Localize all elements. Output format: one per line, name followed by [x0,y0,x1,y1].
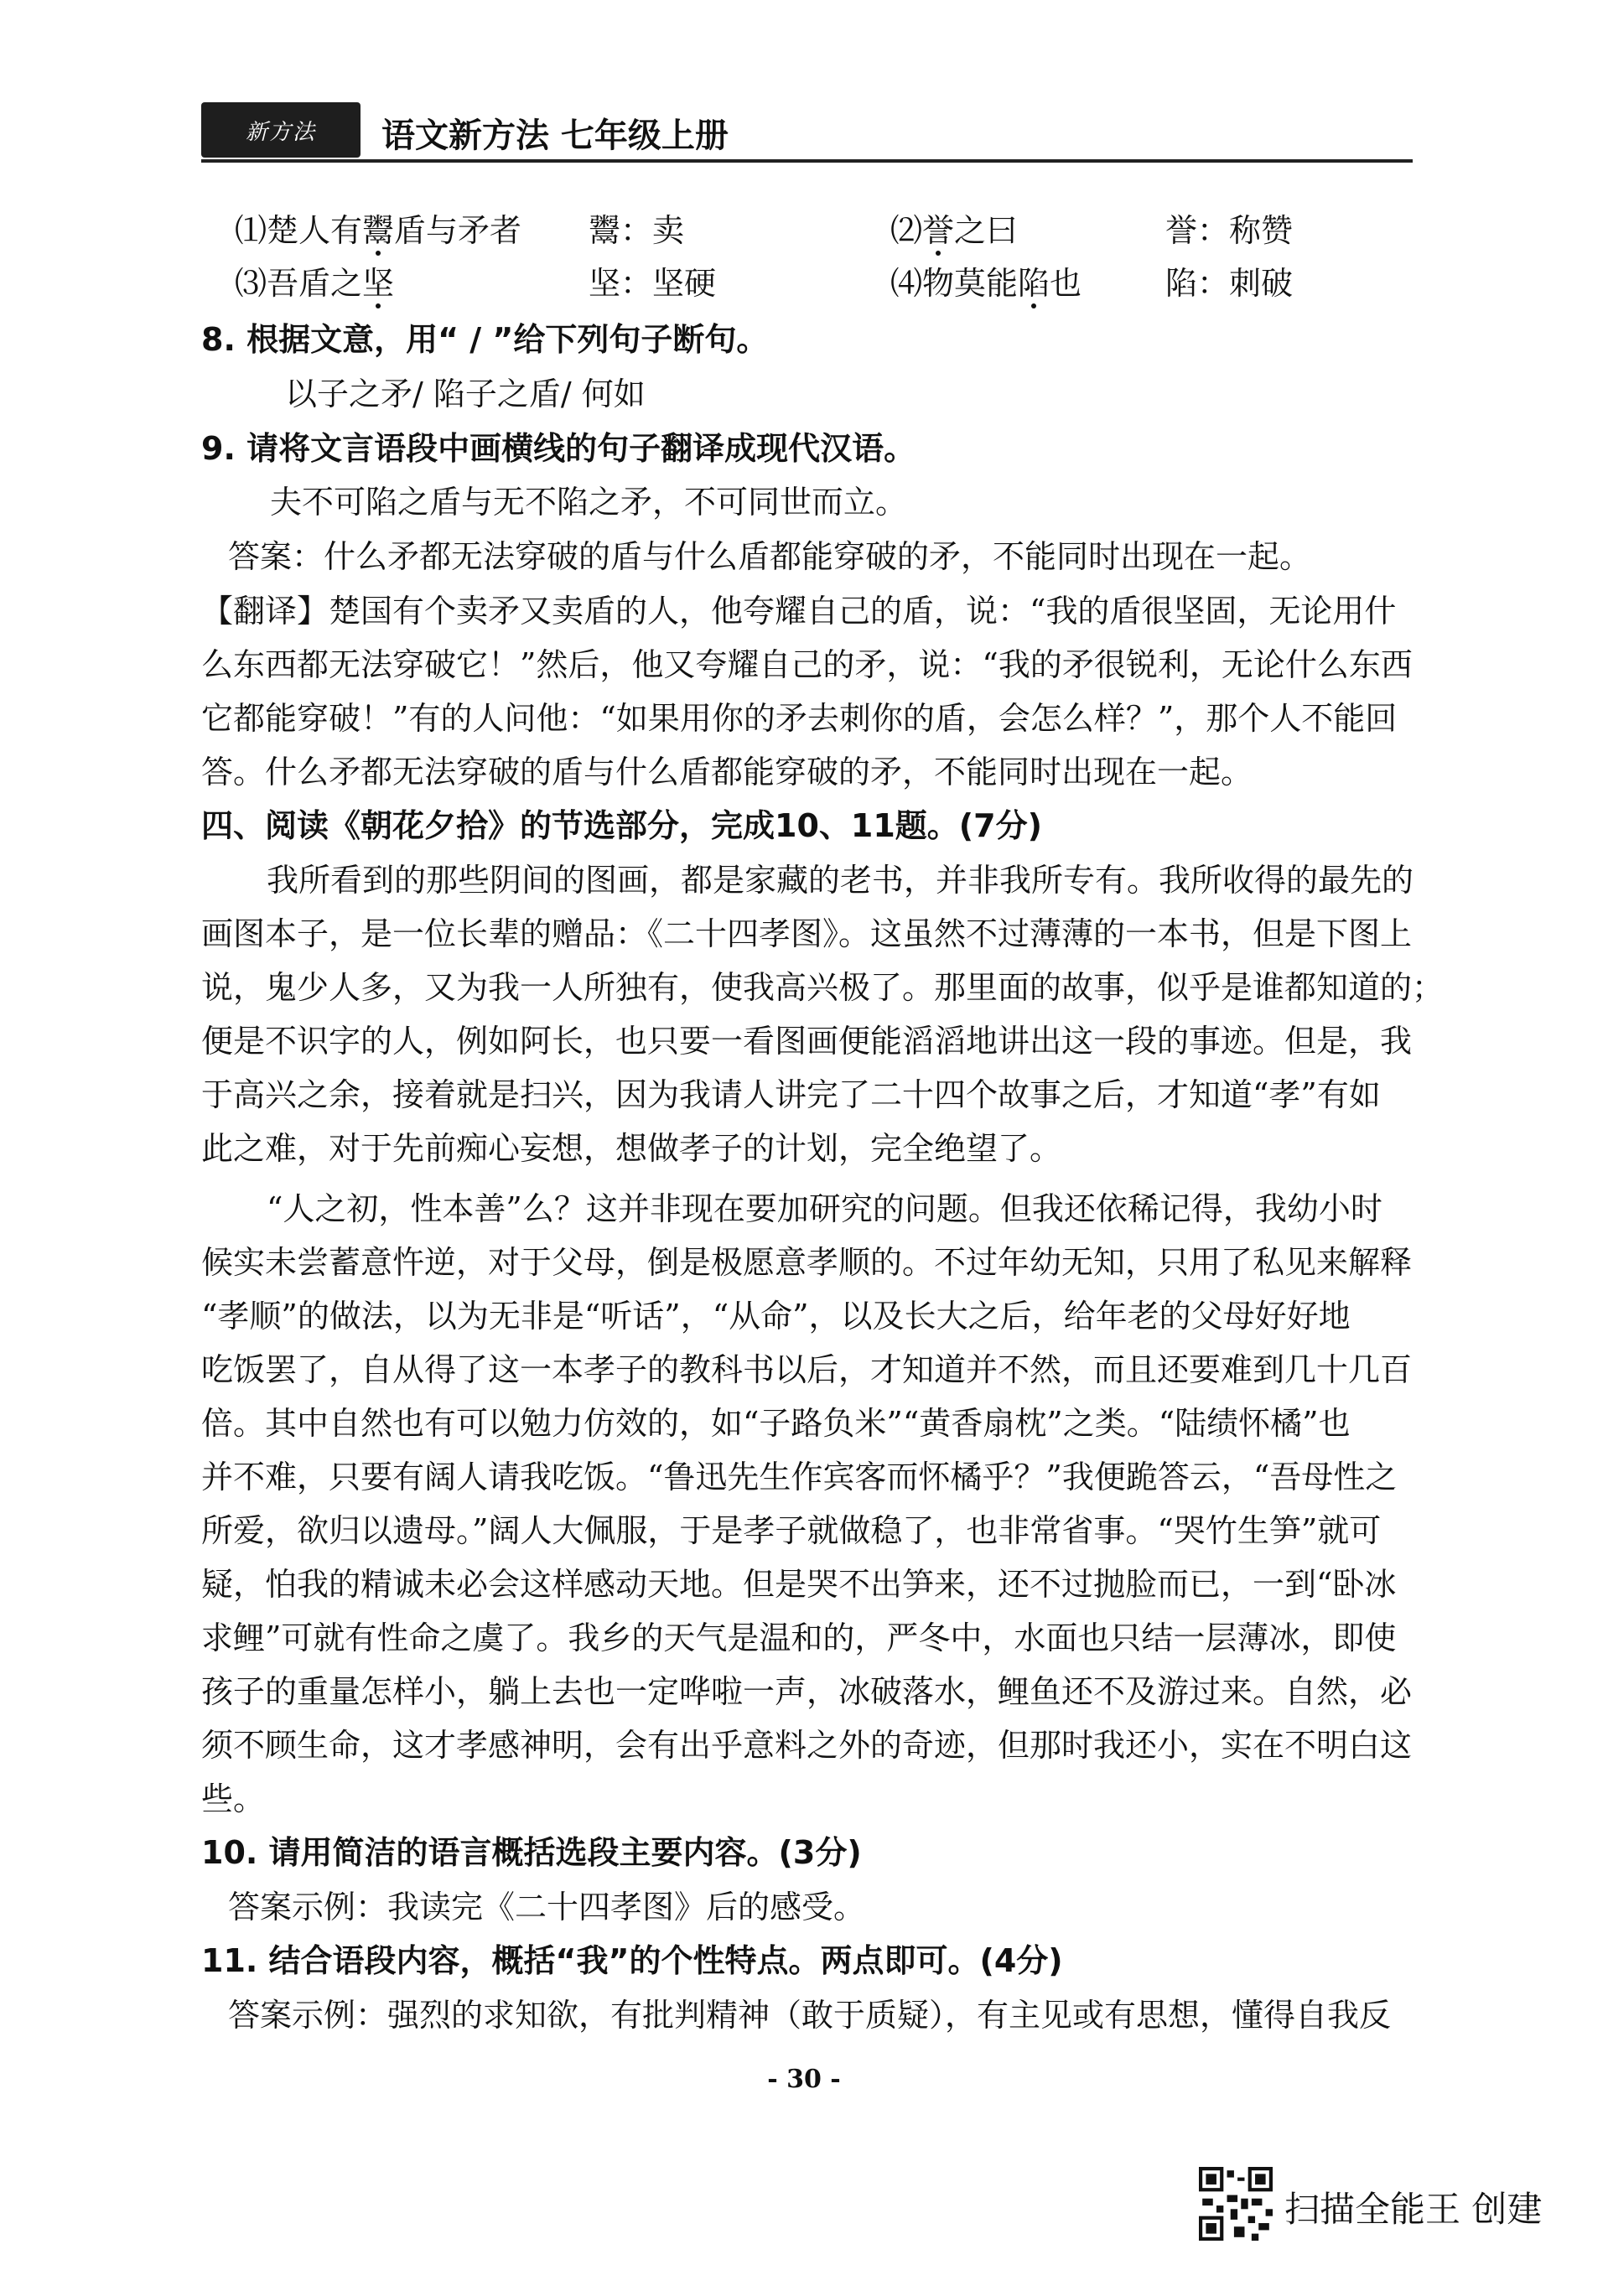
passage-line: 吃饭罢了，自从得了这一本孝子的教科书以后，才知道并不然，而且还要难到几十几百 [201,1351,1413,1388]
vocab-1-phrase: ⑴楚人有鬻盾与矛者 [235,212,522,249]
translation-line: 【翻译】楚国有个卖矛又卖盾的人，他夸耀自己的盾，说：“我的盾很坚固，无论用什 [201,593,1397,630]
passage-line: 倍。其中自然也有可以勉力仿效的，如“子路负米”“黄香扇枕”之类。“陆绩怀橘”也 [201,1405,1351,1442]
vocab-3-gloss: 坚：坚硬 [589,265,717,302]
q10-question: 10. 请用简洁的语言概括选段主要内容。(3分) [201,1834,862,1871]
book-title: 语文新方法 七年级上册 [381,117,729,155]
vocab-3-phrase: ⑶吾盾之坚 [235,265,395,302]
vocab-4-gloss: 陷：刺破 [1165,265,1294,302]
passage-line: 求鲤”可就有性命之虞了。我乡的天气是温和的，严冬中，水面也只结一层薄冰，即使 [201,1620,1397,1656]
vocab-2-gloss: 誉：称赞 [1165,212,1294,249]
q8-question: 8. 根据文意，用“ / ”给下列句子断句。 [201,321,769,358]
passage-line: 所爱，欲归以遗母。”阔人大佩服，于是孝子就做稳了，也非常省事。“哭竹生笋”就可 [201,1512,1382,1549]
translation-line: 答。什么矛都无法穿破的盾与什么盾都能穿破的矛，不能同时出现在一起。 [201,754,1253,790]
passage-line: 疑，怕我的精诚未必会这样感动天地。但是哭不出笋来，还不过抛脸而已，一到“卧冰 [201,1566,1397,1603]
vocab-2-phrase: ⑵誉之曰 [890,212,1019,249]
page-header [201,99,1413,159]
passage-line: 画图本子，是一位长辈的赠品：《二十四孝图》。这虽然不过薄薄的一本书，但是下图上 [201,915,1413,952]
section-4-heading: 四、阅读《朝花夕拾》的节选部分，完成10、11题。(7分) [201,807,1042,844]
q9-question: 9. 请将文言语段中画横线的句子翻译成现代汉语。 [201,430,916,467]
q10-answer: 答案示例：我读完《二十四孝图》后的感受。 [228,1889,866,1925]
passage-line: 候实未尝蓄意忤逆，对于父母，倒是极愿意孝顺的。不过年幼无知，只用了私见来解释 [201,1244,1413,1281]
q9-sentence: 夫不可陷之盾与无不陷之矛，不可同世而立。 [270,484,908,521]
passage-line: 须不顾生命，这才孝感神明，会有出乎意料之外的奇迹，但那时我还小，实在不明白这 [201,1727,1413,1764]
page-number: - 30 - [767,2065,841,2094]
passage-line: 孩子的重量怎样小，躺上去也一定哗啦一声，冰破落水，鲤鱼还不及游过来。自然，必 [201,1673,1413,1710]
passage-line: “人之初，性本善”么？这并非现在要加研究的问题。但我还依稀记得，我幼小时 [267,1190,1382,1227]
passage-line: 些。 [201,1780,266,1817]
q9-answer: 答案：什么矛都无法穿破的盾与什么盾都能穿破的矛，不能同时出现在一起。 [228,538,1312,575]
q8-answer: 以子之矛/ 陷子之盾/ 何如 [285,376,646,412]
q11-answer: 答案示例：强烈的求知欲，有批判精神（敢于质疑），有主见或有思想，懂得自我反 [228,1997,1392,2034]
passage-line: “孝顺”的做法，以为无非是“听话”，“从命”，以及长大之后，给年老的父母好好地 [201,1298,1351,1335]
vocab-1-gloss: 鬻：卖 [589,212,685,249]
passage-line: 说，鬼少人多，又为我一人所独有，使我高兴极了。那里面的故事，似乎是谁都知道的； [201,969,1445,1006]
passage-line: 于高兴之余，接着就是扫兴，因为我请人讲完了二十四个故事之后，才知道“孝”有如 [201,1076,1381,1113]
passage-line: 我所看到的那些阴间的图画，都是家藏的老书，并非我所专有。我所收得的最先的 [267,862,1414,899]
translation-line: 它都能穿破！”有的人问他：“如果用你的矛去刺你的盾，会怎么样？”，那个人不能回 [201,700,1398,737]
vocab-4-phrase: ⑷物莫能陷也 [890,265,1082,302]
logo-text: 新方法 [245,119,316,145]
q11-question: 11. 结合语段内容，概括“我”的个性特点。两点即可。(4分) [201,1942,1063,1979]
header-divider [201,159,1413,163]
translation-line: 么东西都无法穿破它！”然后，他又夸耀自己的矛，说：“我的矛很锐利，无论什么东西 [201,646,1413,683]
passage-line: 便是不识字的人，例如阿长，也只要一看图画便能滔滔地讲出这一段的事迹。但是，我 [201,1023,1413,1060]
qr-code-icon [1199,2167,1273,2241]
passage-line: 并不难，只要有阔人请我吃饭。“鲁迅先生作宾客而怀橘乎？”我便跪答云，“吾母性之 [201,1459,1398,1495]
scanner-watermark: 扫描全能王 创建 [1284,2189,1543,2230]
brand-logo [201,102,361,158]
passage-line: 此之难，对于先前痴心妄想，想做孝子的计划，完全绝望了。 [201,1130,1062,1167]
